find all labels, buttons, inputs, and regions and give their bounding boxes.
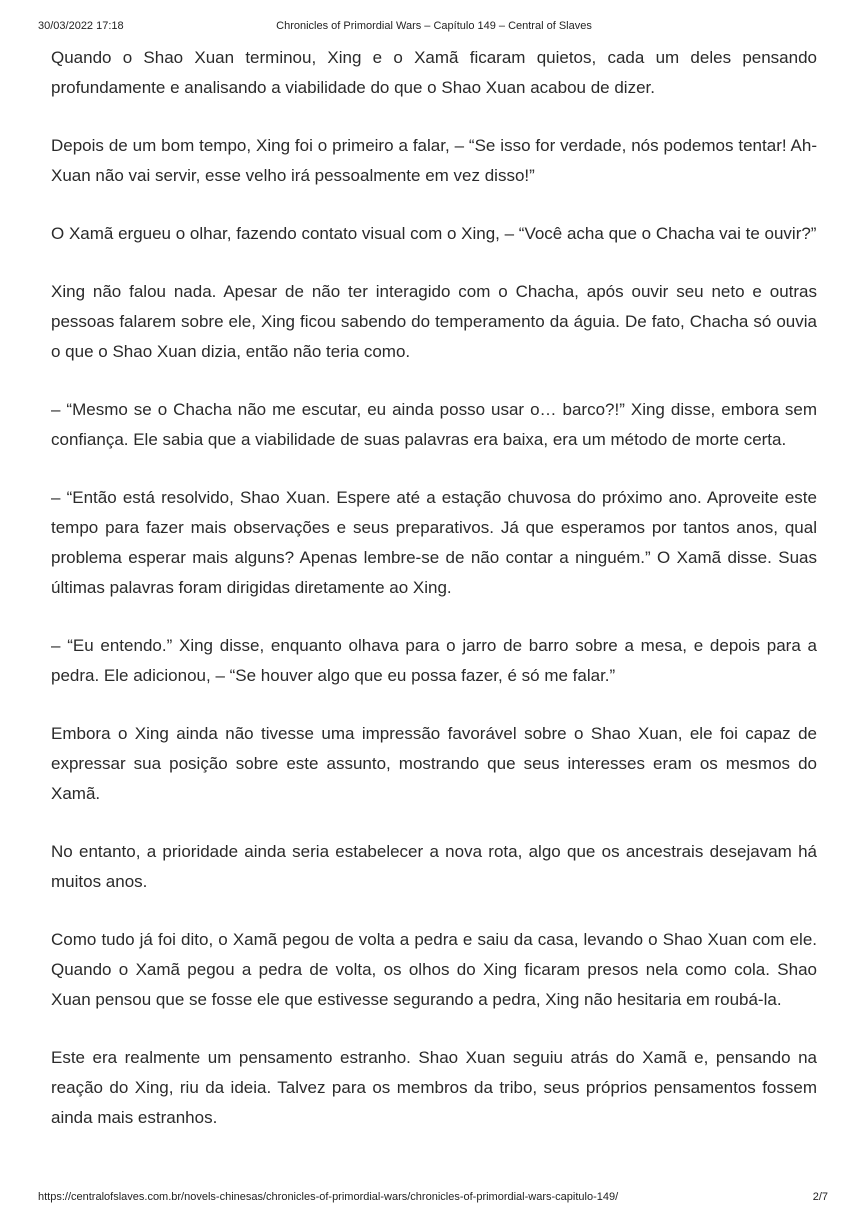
paragraph: Embora o Xing ainda não tivesse uma impressão favorável sobre o Shao Xuan, ele foi capaz de expressar sua posição sobre este assunto, mostrando que seus interesses eram os mesmos do Xamã.: [51, 724, 817, 803]
page-url: https://centralofslaves.com.br/novels-chinesas/chronicles-of-primordial-wars/chronicles-of-primordial-wars-capitulo-149/: [38, 1191, 619, 1203]
paragraph: Este era realmente um pensamento estranho. Shao Xuan seguiu atrás do Xamã e, pensando na reação do Xing, riu da ideia. Talvez para os membros da tribo, seus próprios pensamentos fossem ainda mais estranhos.: [51, 1048, 817, 1127]
paragraph: – “Mesmo se o Chacha não me escutar, eu ainda posso usar o… barco?!” Xing disse, embora sem confiança. Ele sabia que a viabilidade de suas palavras era baixa, era um método de morte certa.: [51, 400, 817, 449]
chapter-content: [51, 43, 817, 1161]
paragraph: – “Então está resolvido, Shao Xuan. Espere até a estação chuvosa do próximo ano. Aproveite este tempo para fazer mais observações e seus preparativos. Já que esperamos por tantos anos, qual problema esperar mais alguns? Apenas lembre-se de não contar a ninguém.” O Xamã disse. Suas últimas palavras foram dirigidas diretamente ao Xing.: [51, 488, 817, 597]
paragraph: Xing não falou nada. Apesar de não ter interagido com o Chacha, após ouvir seu neto e outras pessoas falarem sobre ele, Xing ficou sabendo do temperamento da águia. De fato, Chacha só ouvia o que o Shao Xuan dizia, então não teria como.: [51, 282, 817, 361]
page-number: 2/7: [812, 1191, 828, 1203]
page-title: Chronicles of Primordial Wars – Capítulo 149 – Central of Slaves: [276, 20, 592, 32]
paragraph: Como tudo já foi dito, o Xamã pegou de volta a pedra e saiu da casa, levando o Shao Xuan com ele. Quando o Xamã pegou a pedra de volta, os olhos do Xing ficaram presos nela como cola. Shao Xuan pensou que se fosse ele que estivesse segurando a pedra, Xing não hesitaria em roubá-la.: [51, 930, 817, 1009]
paragraph: O Xamã ergueu o olhar, fazendo contato visual com o Xing, – “Você acha que o Chacha vai te ouvir?”: [51, 224, 817, 243]
paragraph: – “Eu entendo.” Xing disse, enquanto olhava para o jarro de barro sobre a mesa, e depois para a pedra. Ele adicionou, – “Se houver algo que eu possa fazer, é só me falar.”: [51, 636, 817, 685]
print-header: [38, 20, 830, 34]
paragraph: Quando o Shao Xuan terminou, Xing e o Xamã ficaram quietos, cada um deles pensando profundamente e analisando a viabilidade do que o Shao Xuan acabou de dizer.: [51, 48, 817, 97]
paragraph: Depois de um bom tempo, Xing foi o primeiro a falar, – “Se isso for verdade, nós podemos tentar! Ah-Xuan não vai servir, esse velho irá pessoalmente em vez disso!”: [51, 136, 817, 185]
print-footer: [38, 1191, 828, 1205]
print-datetime: 30/03/2022 17:18: [38, 20, 124, 32]
paragraph: No entanto, a prioridade ainda seria estabelecer a nova rota, algo que os ancestrais desejavam há muitos anos.: [51, 842, 817, 891]
